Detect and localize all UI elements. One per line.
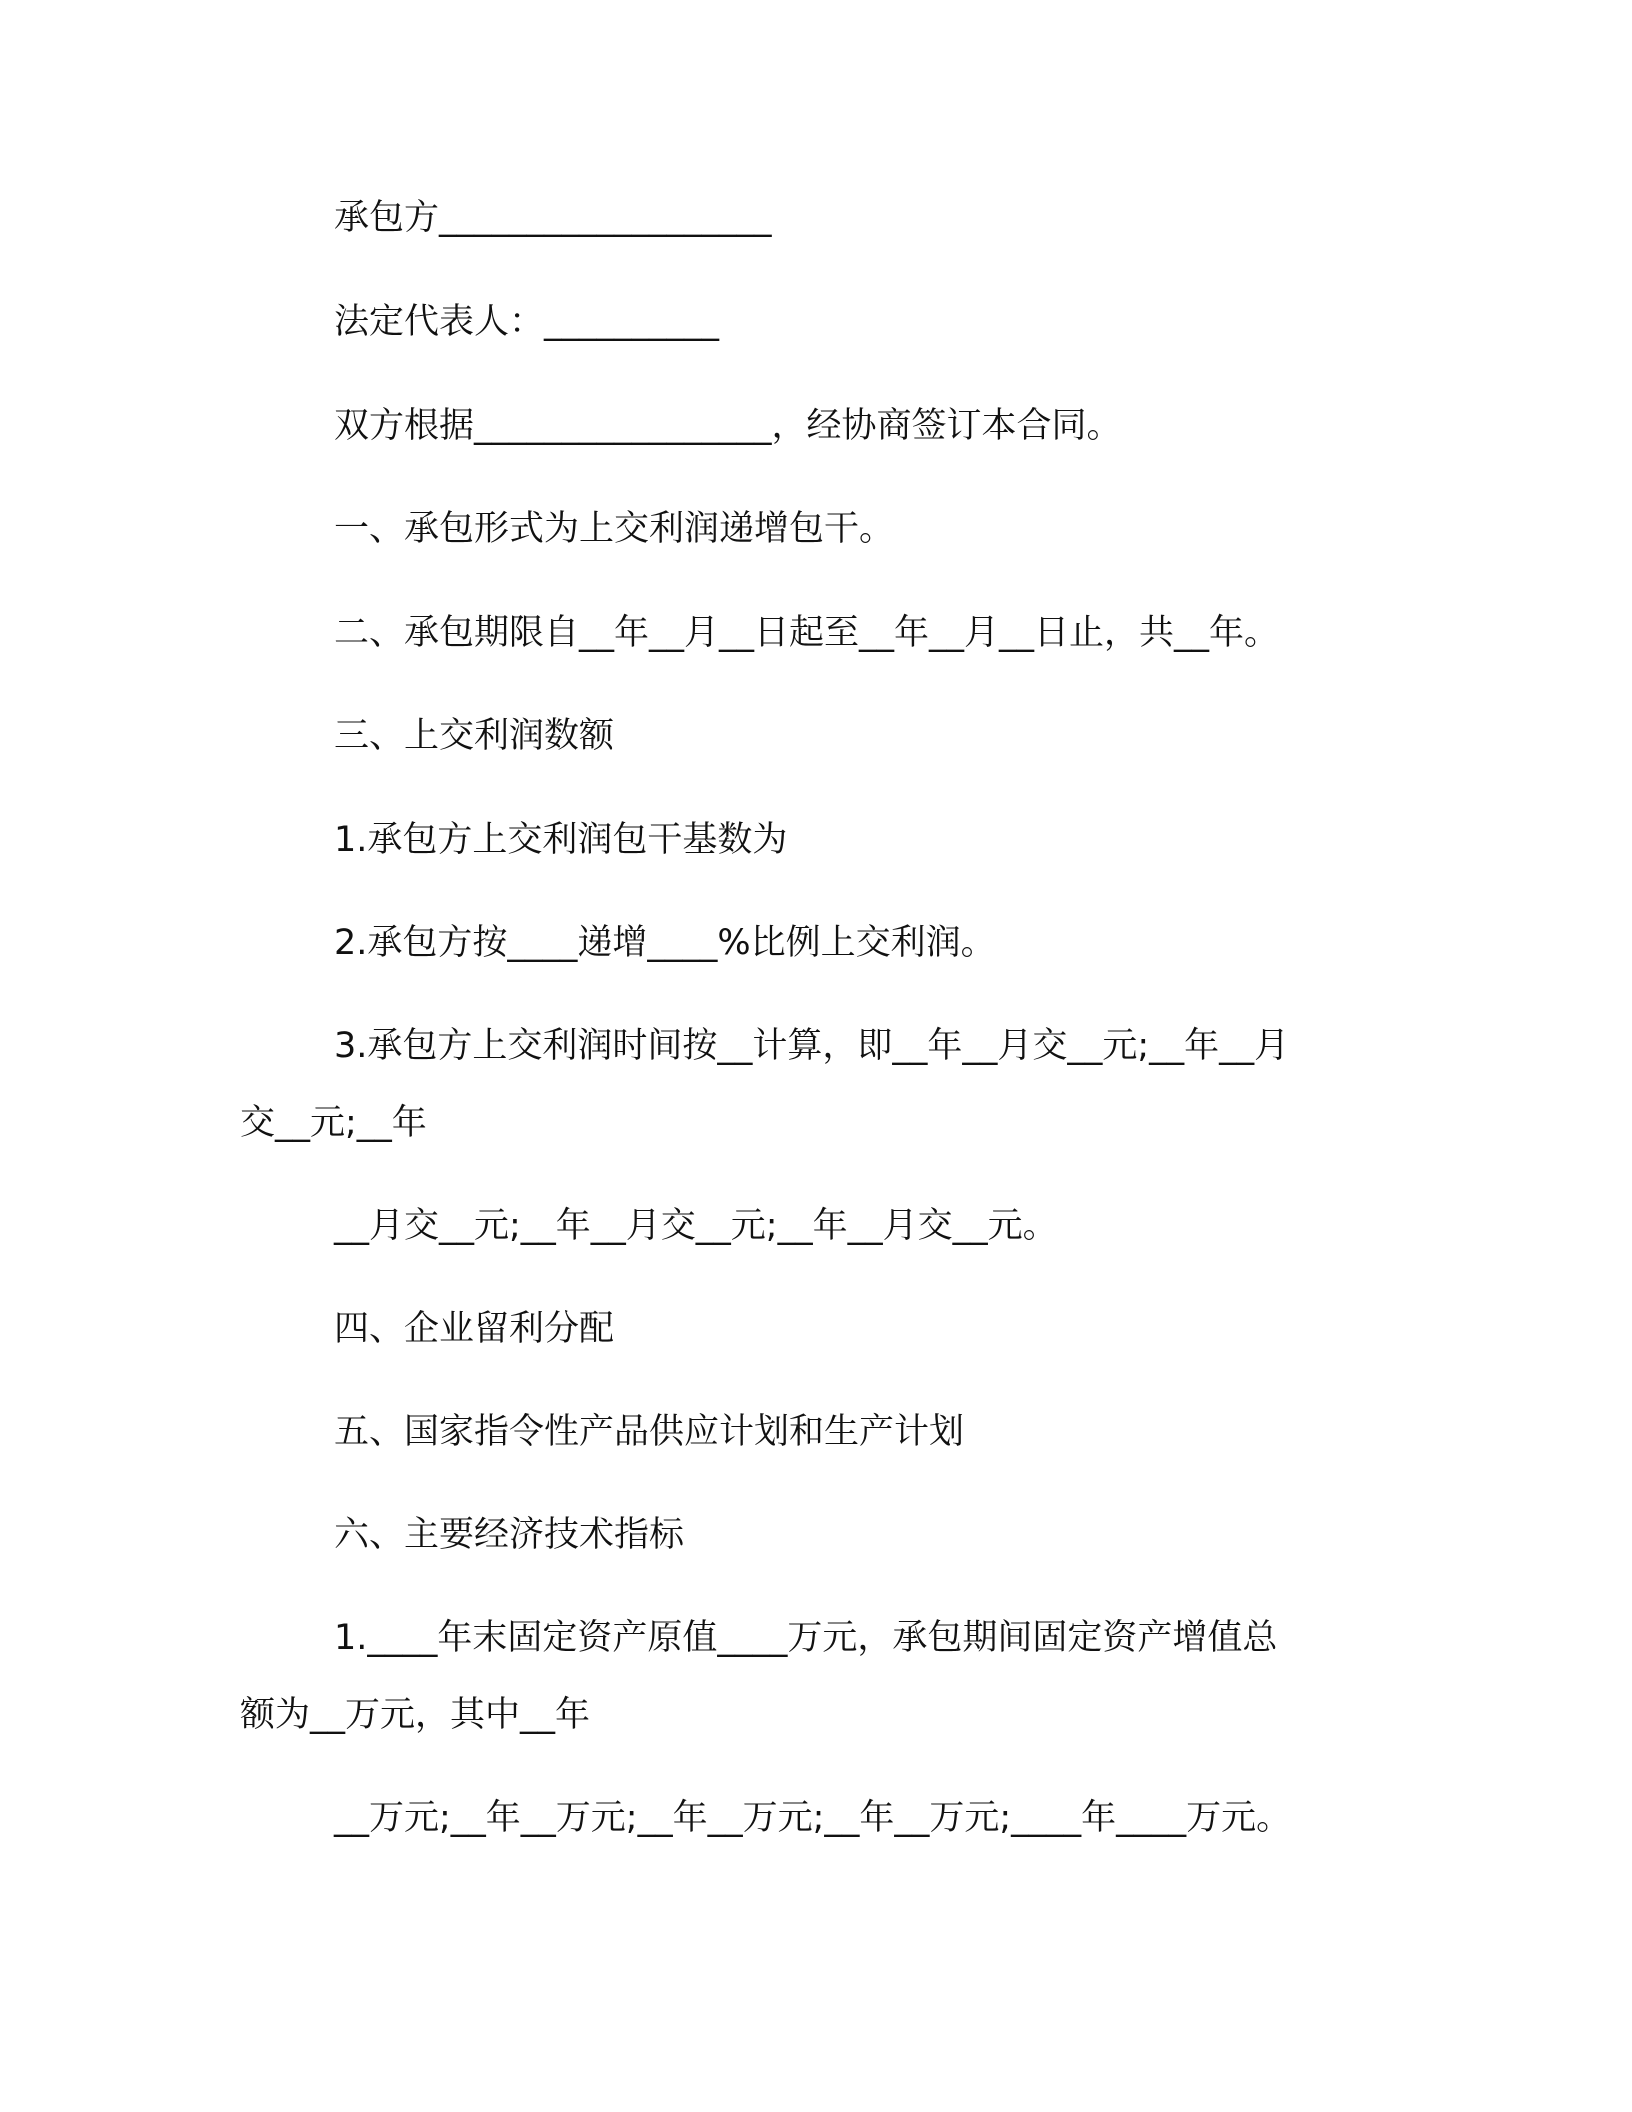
section-3-item-1: 1.承包方上交利润包干基数为 — [334, 820, 788, 860]
section-3-item-2: 2.承包方按____递增____%比例上交利润。 — [334, 923, 996, 963]
section-4-heading: 四、企业留利分配 — [334, 1309, 615, 1349]
section-6-heading: 六、主要经济技术指标 — [334, 1515, 685, 1555]
contractor-line: 承包方___________________ — [334, 198, 772, 238]
section-2-heading: 二、承包期限自__年__月__日起至__年__月__日止，共__年。 — [334, 613, 1280, 653]
agreement-basis-line: 双方根据_________________，经协商签订本合同。 — [334, 406, 1122, 446]
section-6-item-1-schedule: __万元;__年__万元;__年__万元;__年__万元;____年____万元。 — [334, 1798, 1292, 1838]
legal-representative-line: 法定代表人：__________ — [334, 302, 720, 342]
section-3-item-3-schedule: __月交__元;__年__月交__元;__年__月交__元。 — [334, 1206, 1058, 1246]
section-6-item-1: 1.____年末固定资产原值____万元，承包期间固定资产增值总 — [334, 1618, 1278, 1658]
section-3-item-3-continued: 交__元;__年 — [240, 1103, 427, 1143]
section-1-heading: 一、承包形式为上交利润递增包干。 — [334, 509, 895, 549]
section-3-heading: 三、上交利润数额 — [334, 716, 615, 756]
section-3-item-3: 3.承包方上交利润时间按__计算，即__年__月交__元;__年__月 — [334, 1026, 1290, 1066]
section-6-item-1-continued: 额为__万元，其中__年 — [240, 1695, 591, 1735]
section-5-heading: 五、国家指令性产品供应计划和生产计划 — [334, 1412, 965, 1452]
